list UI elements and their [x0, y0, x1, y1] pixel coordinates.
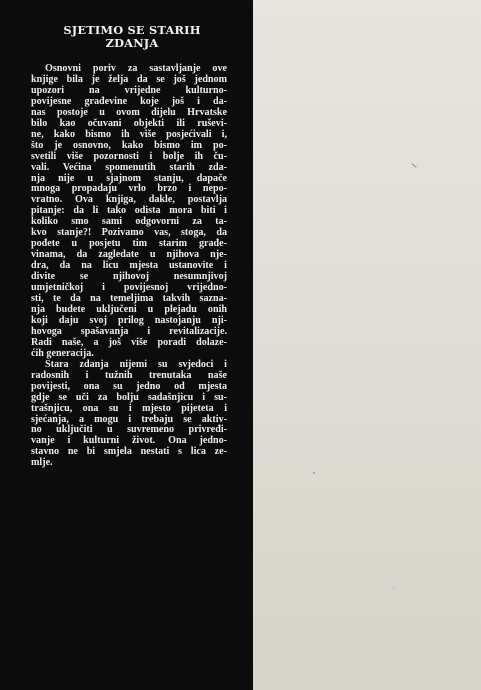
- body-line: pođete u posjetu tim starim građe-: [31, 238, 227, 250]
- body-line: kvo stanje?! Pozivamo vas, stoga, da: [31, 227, 227, 239]
- body-line: hovoga spašavanja i revitalizacije.: [31, 325, 227, 337]
- body-line: Osnovni poriv za sastavljanje ove: [45, 63, 227, 74]
- paper-mark: [313, 472, 315, 474]
- body-line: vanje i kulturni život. Ona jedno-: [31, 435, 227, 447]
- body-line: trašnjicu, ona su i mjesto pijeteta i: [31, 402, 227, 414]
- body-line: mnoga propadaju vrlo brzo i nepo-: [31, 183, 227, 195]
- body-line: radosnih i tužnih trenutaka naše: [31, 369, 227, 381]
- body-line: svetili više pozornosti i bolje ih ču-: [31, 150, 227, 162]
- body-line: umjetničkoj i povijesnoj vrijedno-: [31, 282, 227, 294]
- body-line: pitanje: da li tako odista mora biti i: [31, 205, 227, 217]
- body-line: gdje se uči za bolju sadašnjicu i su-: [31, 391, 227, 403]
- title-line: SJETIMO SE STARIH: [63, 23, 201, 37]
- body-line: no uključiti u suvremeno privređi-: [31, 424, 227, 436]
- body-line: ne, kako bismo ih više posjećivali i,: [31, 128, 227, 140]
- body-line: stavno ne bi smjela nestati s lica ze-: [31, 446, 227, 458]
- body-line: bilo kao očuvani objekti ili ruševi-: [31, 117, 227, 129]
- body-line: vinama, da zagledate u njihova nje-: [31, 249, 227, 261]
- body-line: nja nije u sjajnom stanju, dapače: [31, 172, 227, 184]
- title-line: ZDANJA: [105, 36, 159, 50]
- body-line: divite se njihovoj nesumnjivoj: [31, 271, 227, 283]
- body-line: povijesne građevine koje još i da-: [31, 95, 227, 107]
- body-line: koliko smo sami odgovorni za ta-: [31, 216, 227, 228]
- paper-mark: [393, 588, 394, 589]
- cover-blurb: [31, 64, 227, 469]
- body-line: sti, te da na temeljima takvih sazna-: [31, 293, 227, 305]
- body-line: mlje.: [31, 457, 53, 469]
- body-line: knjige bila je želja da se još jednom: [31, 73, 227, 85]
- body-line: vali. Većina spomenutih starih zda-: [31, 161, 227, 173]
- back-cover-light-panel: [253, 0, 481, 690]
- body-line: vratno. Ova knjiga, dakle, postavlja: [31, 194, 227, 206]
- body-line: upozori na vrijedne kulturno-: [31, 84, 227, 96]
- body-line: nas postoje u ovom dijelu Hrvatske: [31, 106, 227, 118]
- paper-mark: [411, 163, 416, 168]
- body-line: Radi naše, a još više poradi dolaze-: [31, 336, 227, 348]
- body-line: što je osnovno, kako bismo im po-: [31, 139, 227, 151]
- body-line: nja budete uključeni u plejadu onih: [31, 303, 227, 315]
- page-title: [40, 24, 224, 50]
- body-line: dra, da na licu mjesta ustanovite i: [31, 260, 227, 272]
- body-line: povijesti, ona su jedno od mjesta: [31, 380, 227, 392]
- body-line: Stara zdanja nijemi su svjedoci i: [45, 358, 227, 370]
- body-line: sjećanja, a mogu i trebaju se aktiv-: [31, 413, 227, 425]
- body-line: ćih generacija.: [31, 347, 94, 359]
- body-line: koji daju svoj prilog nastojanju nji-: [31, 314, 227, 326]
